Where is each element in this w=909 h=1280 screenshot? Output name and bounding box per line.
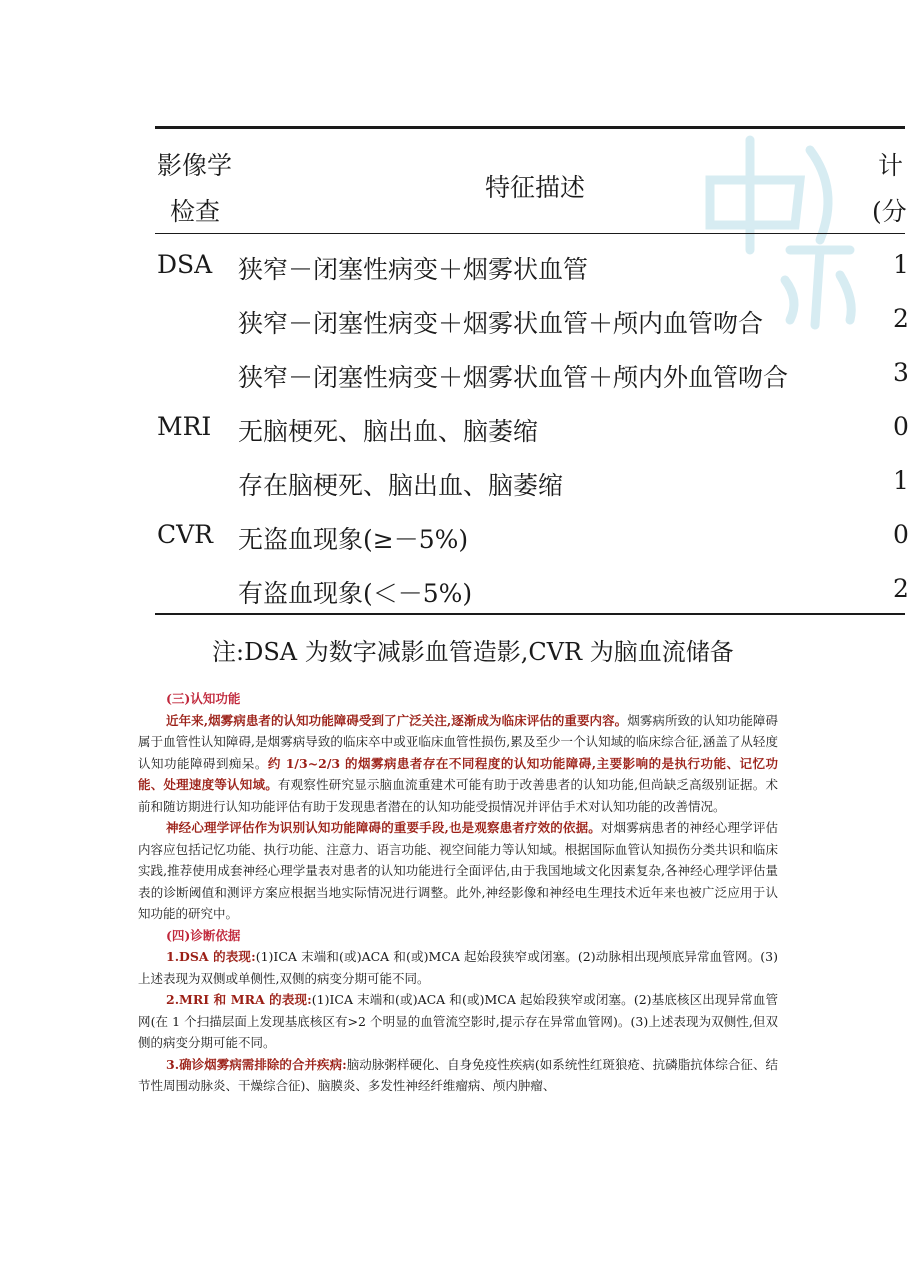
body-text: 脑动脉粥样硬化、自身免疫性疾病(如系统性红斑狼疮、抗磷脂抗体综合征、结节性周围动脉炎、干燥综合征)、脑膜炎、多发性神经纤维瘤病、颅内肿瘤、 bbox=[138, 1056, 778, 1093]
table-top-rule bbox=[155, 126, 905, 129]
row-score: 0 bbox=[893, 412, 909, 441]
body-text: (1)ICA 末端和(或)ACA 和(或)MCA 起始段狭窄或闭塞。(2)动脉相出现颅底异常血管网。(3)上述表现为双侧或单侧性,双侧的病变分期可能不同。 bbox=[138, 949, 778, 986]
row-desc: 狭窄－闭塞性病变＋烟雾状血管＋颅内外血管吻合 bbox=[238, 363, 789, 392]
row-score: 2 bbox=[893, 574, 909, 603]
row-score: 2 bbox=[893, 304, 909, 333]
row-desc: 无盗血现象(≥－5%) bbox=[238, 525, 469, 554]
highlight-text: 2.MRI 和 MRA 的表现: bbox=[166, 992, 312, 1007]
row-score: 1 bbox=[893, 250, 909, 279]
row-exam: DSA bbox=[157, 250, 213, 279]
article-body bbox=[138, 688, 778, 1097]
row-desc: 存在脑梗死、脑出血、脑萎缩 bbox=[238, 471, 564, 500]
header-description: 特征描述 bbox=[485, 173, 586, 202]
row-desc: 狭窄－闭塞性病变＋烟雾状血管＋颅内血管吻合 bbox=[238, 309, 764, 338]
row-exam: CVR bbox=[157, 520, 214, 549]
highlight-text: 近年来,烟雾病患者的认知功能障碍受到了广泛关注,逐渐成为临床评估的重要内容。 bbox=[166, 712, 628, 728]
row-score: 3 bbox=[893, 358, 909, 387]
header-exam-line2: 检查 bbox=[170, 197, 221, 226]
row-score: 0 bbox=[893, 520, 909, 549]
section-title-diagnosis: (四)诊断依据 bbox=[166, 927, 241, 943]
row-desc: 狭窄－闭塞性病变＋烟雾状血管 bbox=[238, 255, 589, 284]
body-text: 有观察性研究显示脑血流重建术可能有助于改善患者的认知功能,但尚缺乏高级别证据。术前和随访期进行认知功能评估有助于发现患者潜在的认知功能受损情况并评估手术对认知功能的改善情况。 bbox=[138, 777, 778, 814]
paragraph bbox=[138, 989, 778, 1054]
table-header-rule bbox=[155, 233, 905, 234]
body-text: 烟雾病所致的认知功能障碍属于血管性认知障碍,是烟雾病导致的临床卒中或亚临床血管性损伤,累及至少一个认知域的临床综合征,涵盖了从轻度认知功能障碍到痴呆。 bbox=[138, 712, 778, 771]
row-desc: 无脑梗死、脑出血、脑萎缩 bbox=[238, 417, 539, 446]
row-score: 1 bbox=[893, 466, 909, 495]
table-note: 注:DSA 为数字减影血管造影,CVR 为脑血流储备 bbox=[212, 638, 734, 666]
paragraph bbox=[138, 817, 778, 925]
highlight-text: 神经心理学评估作为识别认知功能障碍的重要手段,也是观察患者疗效的依据。 bbox=[166, 820, 601, 835]
row-desc: 有盗血现象(＜－5%) bbox=[238, 579, 473, 608]
body-text: 对烟雾病患者的神经心理学评估内容应包括记忆功能、执行功能、注意力、语言功能、视空间能力等认知域。根据国际血管认知损伤分类共识和临床实践,推荐使用成套神经心理学量表对患者的认知功能进行全面评估,由于我国地域文化因素复杂,各神经心理学评估量表的诊断阈值和测评方案应根据当地实际情况进行调整。此外,神经影像和神经电生理技术近年来也被广泛应用于认知功能的研究中。 bbox=[138, 820, 778, 921]
header-score-line1: 计 bbox=[878, 151, 904, 180]
paragraph bbox=[138, 946, 778, 989]
body-text: (1)ICA 末端和(或)ACA 和(或)MCA 起始段狭窄或闭塞。(2)基底核区出现异常血管网(在 1 个扫描层面上发现基底核区有>2 个明显的血管流空影时,提示存在异常血管网)。(3)上述表现为双侧性,但双侧的病变分期可能不同。 bbox=[138, 992, 778, 1050]
row-exam: MRI bbox=[157, 412, 212, 441]
header-score-line2: (分 bbox=[872, 197, 907, 226]
table-bottom-rule bbox=[155, 613, 905, 615]
highlight-text: 约 1/3~2/3 的烟雾病患者存在不同程度的认知功能障碍,主要影响的是执行功能、记忆功能、处理速度等认知域。 bbox=[138, 755, 778, 792]
paragraph bbox=[138, 710, 778, 818]
highlight-text: 1.DSA 的表现: bbox=[166, 949, 256, 964]
highlight-text: 3.确诊烟雾病需排除的合并疾病: bbox=[166, 1056, 347, 1072]
section-title-cognitive: (三)认知功能 bbox=[166, 691, 241, 706]
header-exam-line1: 影像学 bbox=[157, 151, 233, 180]
watermark-logo bbox=[690, 130, 860, 330]
paragraph bbox=[138, 1054, 778, 1097]
